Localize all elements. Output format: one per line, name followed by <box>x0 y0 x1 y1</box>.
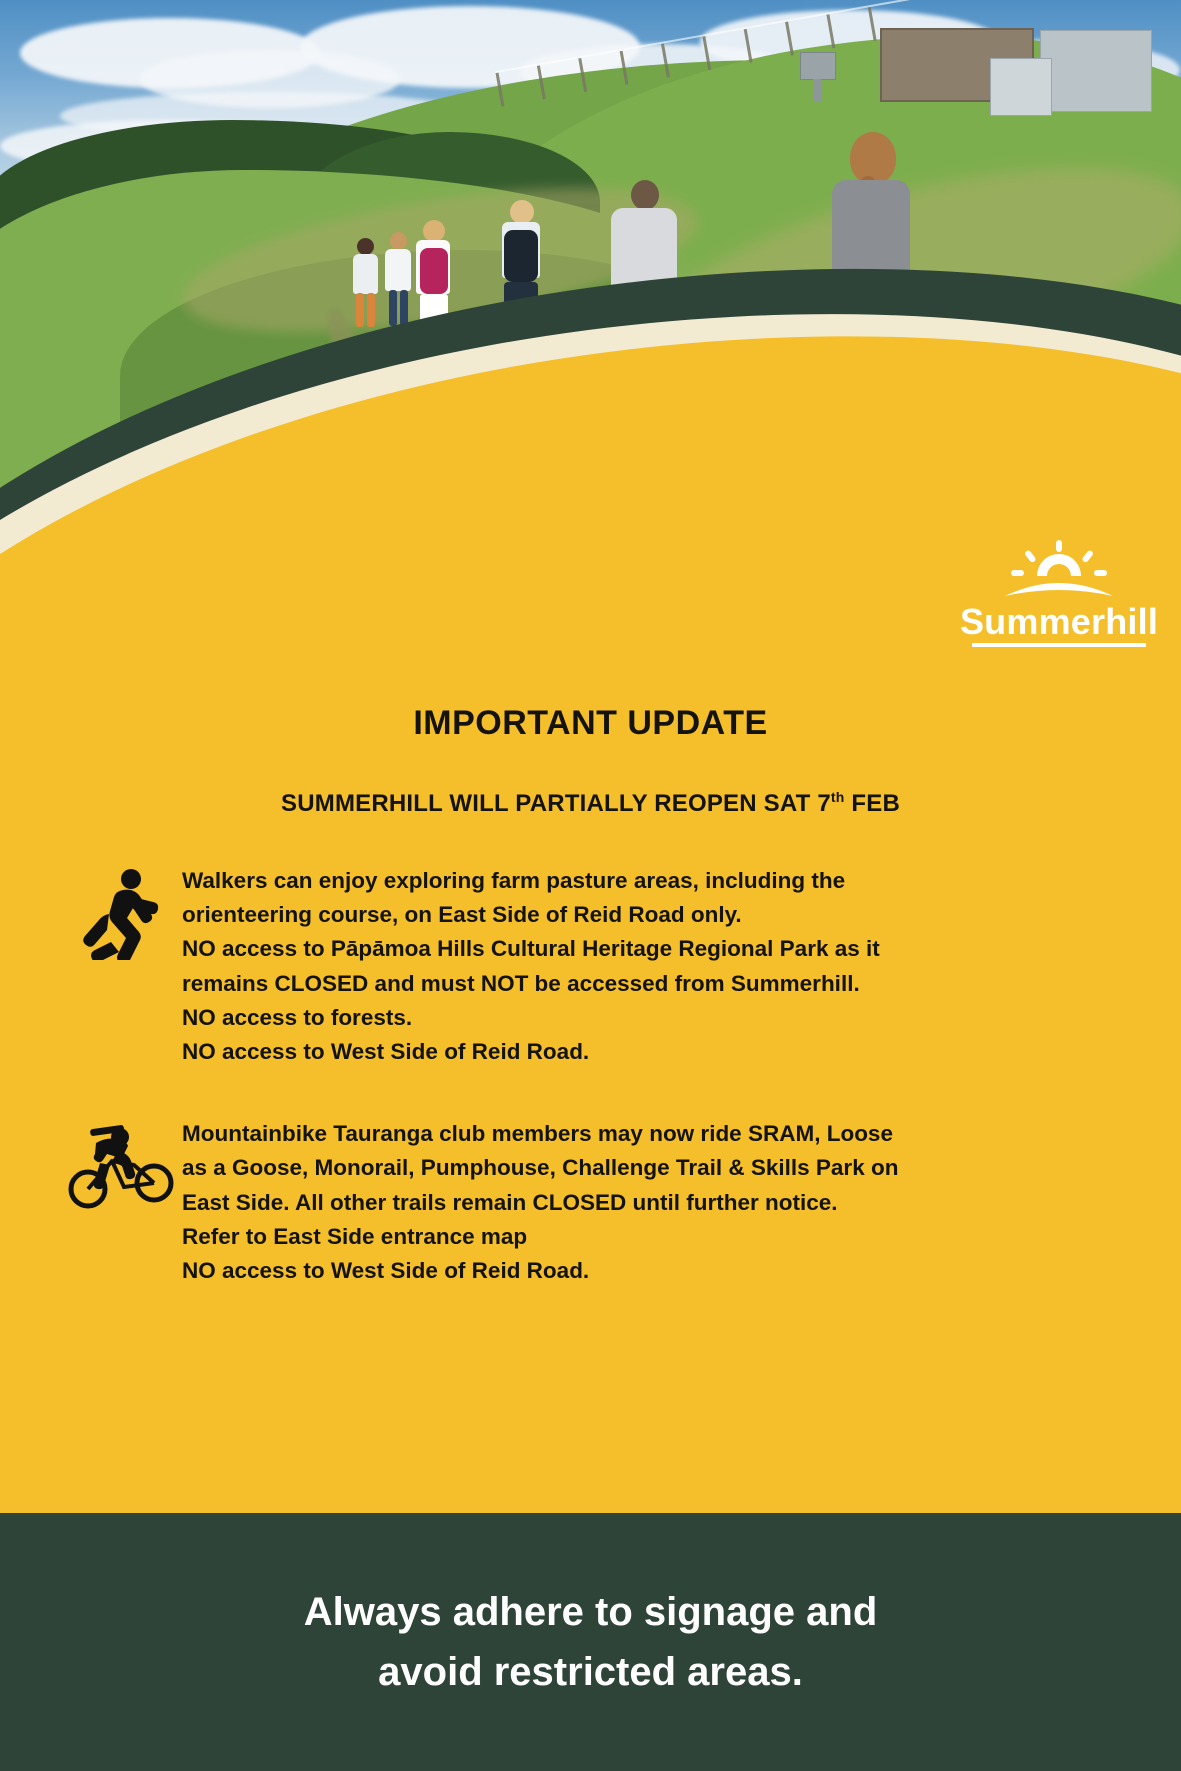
mountainbike-notice <box>62 1117 1132 1288</box>
footer-line-2: avoid restricted areas. <box>378 1650 803 1694</box>
walkers-line-3: NO access to Pāpāmoa Hills Cultural Heritage Regional Park as it <box>182 936 880 962</box>
page-title: IMPORTANT UPDATE <box>413 704 768 742</box>
footer-line-1: Always adhere to signage and <box>303 1590 878 1634</box>
icon-column <box>62 864 182 960</box>
walkers-line-1: Walkers can enjoy exploring farm pasture areas, including the <box>182 868 846 893</box>
walker <box>348 238 382 338</box>
icon-column <box>62 1117 182 1213</box>
mountain-biker-icon <box>68 1121 176 1213</box>
mtb-line-2: as a Goose, Monorail, Pumphouse, Challenge Trail & Skills Park on <box>182 1155 899 1181</box>
backpack <box>420 248 448 294</box>
mountainbike-text <box>182 1117 1132 1288</box>
mtb-line-4: Refer to East Side entrance map <box>182 1223 528 1249</box>
walkers-line-6: NO access to West Side of Reid Road. <box>182 1038 590 1064</box>
building <box>990 58 1052 116</box>
walkers-text <box>182 864 1132 1069</box>
footer-banner <box>0 1513 1181 1771</box>
content-panel <box>0 668 1181 1513</box>
subhead-ordinal: th <box>830 789 845 805</box>
mtb-line-3: East Side. All other trails remain CLOSED until further notice. <box>182 1189 838 1215</box>
reopen-subtitle <box>0 789 1181 818</box>
logo-underline <box>972 643 1146 647</box>
runner-icon <box>79 868 165 960</box>
walkers-notice <box>62 864 1132 1069</box>
sun-icon <box>999 540 1119 602</box>
logo-wordmark: Summerhill <box>959 601 1159 642</box>
summerhill-logo <box>959 540 1159 647</box>
walkers-line-2: orienteering course, on East Side of Reid Road only. <box>182 902 742 928</box>
building <box>1040 30 1152 112</box>
mtb-line-5: NO access to West Side of Reid Road. <box>182 1257 590 1283</box>
mtb-line-1: Mountainbike Tauranga club members may now ride SRAM, Loose <box>182 1121 893 1147</box>
subhead-suffix: FEB <box>844 790 900 817</box>
backpack <box>504 230 538 282</box>
walkers-line-5: NO access to forests. <box>182 1004 413 1030</box>
walkers-line-4: remains CLOSED and must NOT be accessed from Summerhill. <box>182 970 860 996</box>
subhead-prefix: SUMMERHILL WILL PARTIALLY REOPEN SAT 7 <box>281 790 831 817</box>
